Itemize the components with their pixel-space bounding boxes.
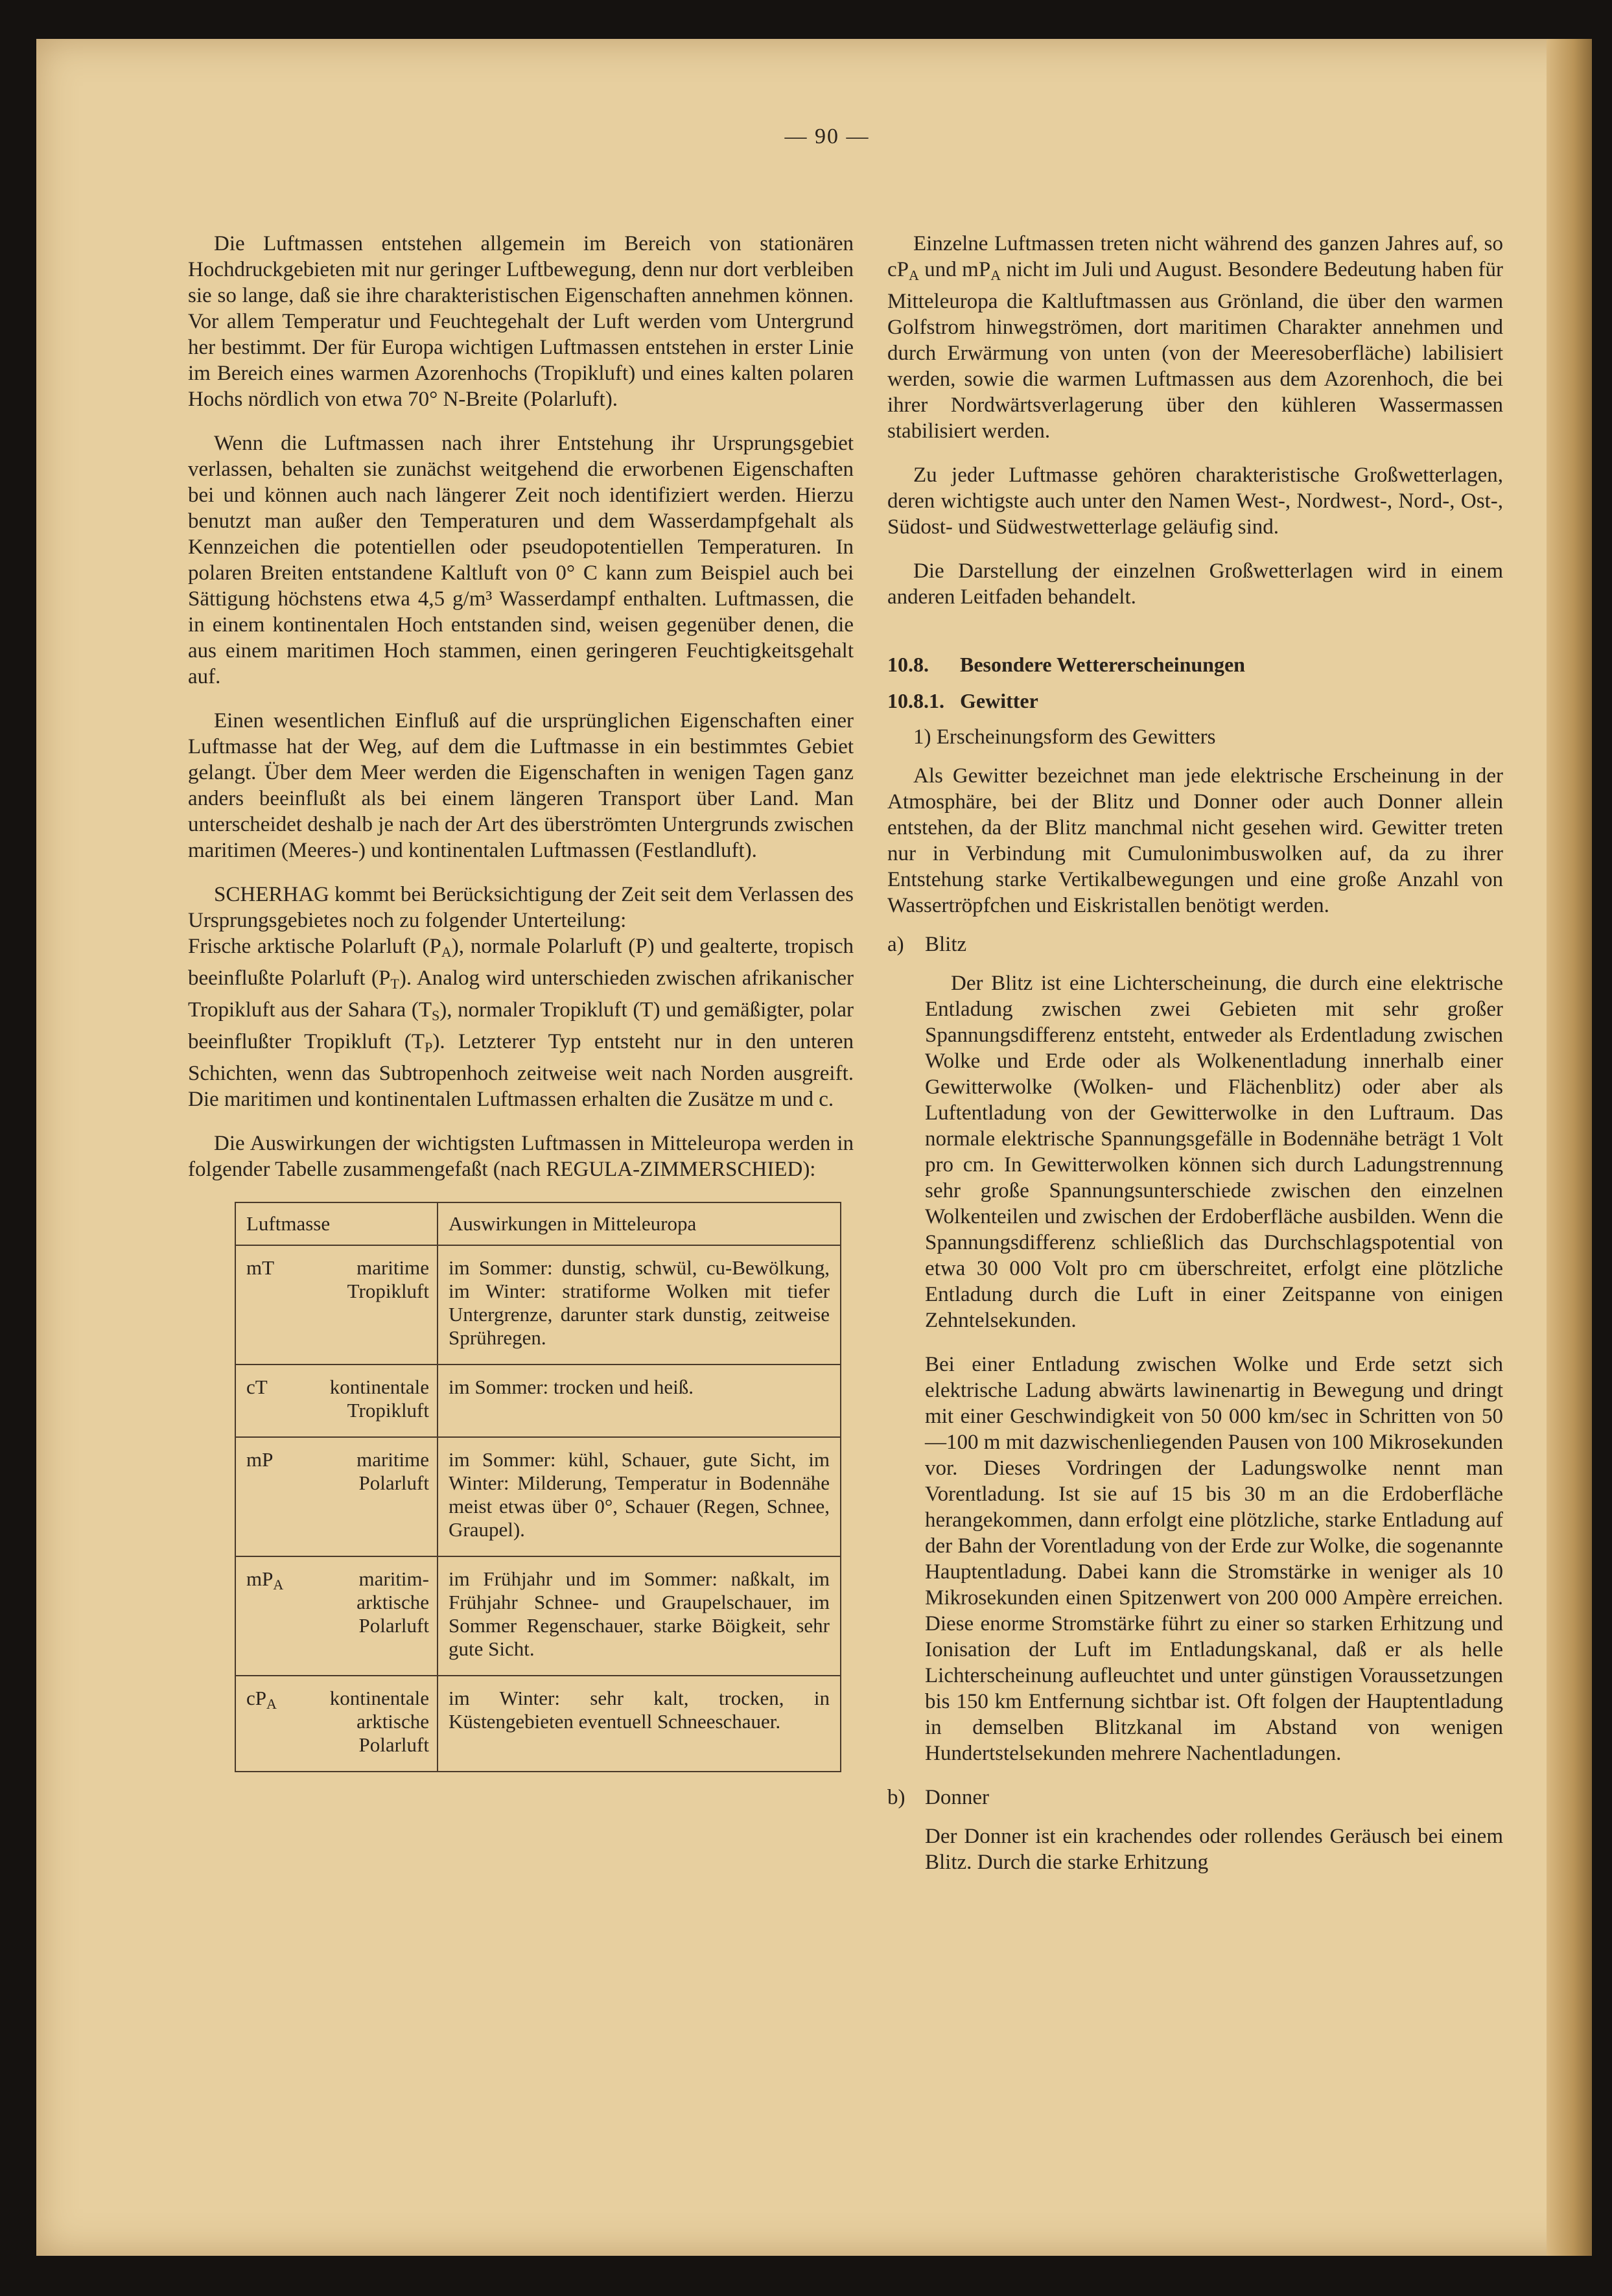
column-header-air-mass: Luftmasse: [235, 1202, 438, 1245]
air-mass-name: kontinentale Tropikluft: [293, 1365, 438, 1437]
column-header-effects: Auswirkungen in Mitteleuropa: [438, 1202, 841, 1245]
air-mass-effect: im Winter: sehr kalt, trocken, in Küstengebieten eventuell Schneeschauer.: [438, 1676, 841, 1772]
air-mass-name: maritime Polarluft: [293, 1437, 438, 1556]
air-mass-abbr: mT: [235, 1245, 293, 1365]
paragraph: Als Gewitter bezeichnet man jede elektrische Erscheinung in der Atmosphäre, bei der Blitz und Donner oder auch Donner allein entstehen, da der Blitz manchmal nicht gesehen wird. Gewitter treten nur in Verbindung mit Cumulonimbuswolken auf, da zu ihrer Entstehung starke Vertikalbewegungen und eine große Anzahl von Wassertröpfchen und Eiskristallen benötigt werden.: [887, 764, 1503, 917]
list-item-donner: b) Donner: [887, 1786, 989, 1809]
table-row: [235, 1437, 841, 1556]
table-row: [235, 1556, 841, 1676]
table-row: [235, 1365, 841, 1437]
table-row: [235, 1676, 841, 1772]
table-row: [235, 1245, 841, 1365]
section-heading: 10.8. Besondere Wettererscheinungen: [887, 653, 1245, 676]
air-mass-abbr: $cP_A$: [235, 1676, 293, 1772]
left-column: [188, 231, 854, 1772]
book-page: [36, 39, 1592, 2256]
paragraph: Der Blitz ist eine Lichterscheinung, die durch eine elektrische Entladung zwischen zwei Gebieten mit sehr großer Spannungsdifferenz entsteht, entweder als Erdentladung zwischen Wolke und Erde oder als Wolkenentladung innerhalb einer Gewitterwolke (Wolken- und Flächenblitz) oder aber als Luftentladung von der Gewitterwolke in den Luftraum. Das normale elektrische Spannungsgefälle in Bodennähe beträgt 1 Volt pro cm. In Gewitterwolken können sich durch Ladungstrennung sehr große Spannungsunterschiede zwischen den einzelnen Wolkenteilen und zwischen der Erdoberfläche ausbilden. Wenn die Spannungsdifferenz schließlich das Durchschlagspotential von etwa 30 000 Volt pro cm überschreitet, erfolgt eine plötzliche Entladung durch die Luft in einer Zeitspanne von einigen Zehntelsekunden.: [925, 972, 1503, 1332]
table-header-row: [235, 1202, 841, 1245]
air-mass-name: kontinentale arktische Polarluft: [293, 1676, 438, 1772]
paragraph: Die Darstellung der einzelnen Großwetterlagen wird in einem anderen Leitfaden behandelt.: [887, 559, 1503, 609]
air-mass-table: [235, 1202, 841, 1772]
air-mass-name: maritim-arktische Polarluft: [293, 1556, 438, 1676]
paragraph: SCHERHAG kommt bei Berücksichtigung der Zeit seit dem Verlassen des Ursprungsgebietes noch zu folgender Unterteilung:: [188, 883, 854, 932]
air-mass-abbr: mP: [235, 1437, 293, 1556]
paragraph: Bei einer Entladung zwischen Wolke und Erde setzt sich elektrische Ladung abwärts lawinenartig in Bewegung und dringt mit einer Geschwindigkeit von 50 000 km/sec in Schritten von 50—100 m mit dazwischenliegenden Pausen von 100 Mikrosekunden vor. Dieses Vordringen der Ladungswolke nennt man Vorentladung. Ist sie auf 15 bis 30 m an die Erdoberfläche herangekommen, dann erfolgt eine plötzliche, starke Entladung auf der Bahn der Vorentladung von der Erde zur Wolke, die sogenannte Hauptentladung. Dabei kann die Stromstärke in weniger als 10 Mikrosekunden einen Spitzenwert von 200 000 Ampère erreichen. Diese enorme Stromstärke führt zu einer so starken Erhitzung und Ionisation der Luft im Entladungskanal, daß er als helle Lichterscheinung aufleuchtet und unter günstigen Voraussetzungen bis 150 km Entfernung sichtbar ist. Oft folgen der Hauptentladung in demselben Blitzkanal im Abstand von wenigen Hundertstelsekunden mehrere Nachentladungen.: [925, 1353, 1503, 1765]
right-column: [887, 231, 1503, 1893]
donner-section: [887, 1823, 1503, 1875]
air-mass-effect: im Sommer: dunstig, schwül, cu-Bewölkung, im Winter: stratiforme Wolken mit tiefer Untergrenze, darunter stark dunstig, zeitweise Sprühregen.: [438, 1245, 841, 1365]
page-edge: [1547, 39, 1592, 2256]
air-mass-abbr: cT: [235, 1365, 293, 1437]
table-intro: Die Auswirkungen der wichtigsten Luftmassen in Mitteleuropa werden in folgender Tabelle zusammengefaßt (nach REGULA-ZIMMERSCHIED):: [188, 1132, 854, 1181]
list-item-heading: 1) Erscheinungsform des Gewitters: [913, 725, 1216, 749]
paragraph: Zu jeder Luftmasse gehören charakteristische Großwetterlagen, deren wichtigste auch unter den Namen West-, Nordwest-, Nord-, Ost-, Südost- und Südwestwetterlage geläufig sind.: [887, 463, 1503, 539]
paragraph: Wenn die Luftmassen nach ihrer Entstehung ihr Ursprungsgebiet verlassen, behalten sie zunächst weitgehend die erworbenen Eigenschaften bei und können auch nach längerer Zeit noch identifiziert werden. Hierzu benutzt man außer den Temperaturen und dem Wasserdampfgehalt als Kennzeichen die potentiellen oder pseudopotentiellen Temperaturen. In polaren Breiten entstandene Kaltluft von 0° C kann zum Beispiel auch bei Sättigung höchstens etwa 4,5 g/m³ Wasserdampf enthalten. Luftmassen, die in einem kontinentalen Hoch entstanden sind, weisen gegenüber denen, die aus einem maritimen Hoch stammen, einen geringeren Feuchtigkeitsgehalt auf.: [188, 432, 854, 688]
page-number: — 90 —: [784, 124, 870, 148]
list-item-blitz: a) Blitz: [887, 933, 967, 956]
classification-paragraph: Frische arktische Polarluft $(P_A)$, normale Polarluft (P) und gealterte, tropisch beeinflußte Polarluft $(P_T)$. Analog wird unterschieden zwischen afrikanischer Tropikluft aus der Sahara $(T_S)$, normaler Tropikluft (T) und gemäßigter, polar beeinflußter Tropikluft $(T_P)$. Letzterer Typ entsteht nur in den unteren Schichten, wenn das Subtropenhoch zeitweise weit nach Norden ausgreift. Die maritimen und kontinentalen Luftmassen erhalten die Zusätze m und c.: [188, 935, 854, 1111]
paragraph: Einzelne Luftmassen treten nicht während des ganzen Jahres auf, so $cP_A$ und $mP_A$ nicht im Juli und August. Besondere Bedeutung haben für Mitteleuropa die Kaltluftmassen aus Grönland, die über den warmen Golfstrom hinwegströmen, dort maritimen Charakter annehmen und durch Erwärmung von unten (von der Meeresoberfläche) labilisiert werden, sowie die warmen Luftmassen aus dem Azorenhoch, die bei ihrer Nordwärtsverlagerung über den kühleren Wassermassen stabilisiert werden.: [887, 232, 1503, 443]
paragraph: Einen wesentlichen Einfluß auf die ursprünglichen Eigenschaften einer Luftmasse hat der Weg, auf dem die Luftmasse in ein bestimmtes Gebiet gelangt. Über dem Meer werden die Eigenschaften in wenigen Tagen ganz anders beeinflußt als bei einem längeren Transport über Land. Man unterscheidet deshalb je nach der Art des überströmten Untergrunds zwischen maritimen (Meeres-) und kontinentalen Luftmassen (Festlandluft).: [188, 709, 854, 862]
paragraph: Der Donner ist ein krachendes oder rollendes Geräusch bei einem Blitz. Durch die starke Erhitzung: [925, 1825, 1503, 1874]
air-mass-abbr: $mP_A$: [235, 1556, 293, 1676]
blitz-section: [887, 970, 1503, 1766]
paragraph: Die Luftmassen entstehen allgemein im Bereich von stationären Hochdruckgebieten mit nur geringer Luftbewegung, denn nur dort verbleiben sie so lange, daß sie ihre charakteristischen Eigenschaften annehmen können. Vor allem Temperatur und Feuchtegehalt der Luft werden vom Untergrund her bestimmt. Der für Europa wichtigen Luftmassen entstehen in erster Linie im Bereich eines warmen Azorenhochs (Tropikluft) und eines kalten polaren Hochs nördlich von etwa 70° N-Breite (Polarluft).: [188, 232, 854, 411]
air-mass-name: maritime Tropikluft: [293, 1245, 438, 1365]
air-mass-effect: im Sommer: kühl, Schauer, gute Sicht, im Winter: Milderung, Temperatur in Bodennähe meist etwas über 0°, Schauer (Regen, Schnee, Graupel).: [438, 1437, 841, 1556]
air-mass-effect: im Sommer: trocken und heiß.: [438, 1365, 841, 1437]
subsection-heading: 10.8.1. Gewitter: [887, 689, 1038, 712]
air-mass-effect: im Frühjahr und im Sommer: naßkalt, im Frühjahr Schnee- und Graupelschauer, im Sommer Regenschauer, starke Böigkeit, sehr gute Sicht.: [438, 1556, 841, 1676]
